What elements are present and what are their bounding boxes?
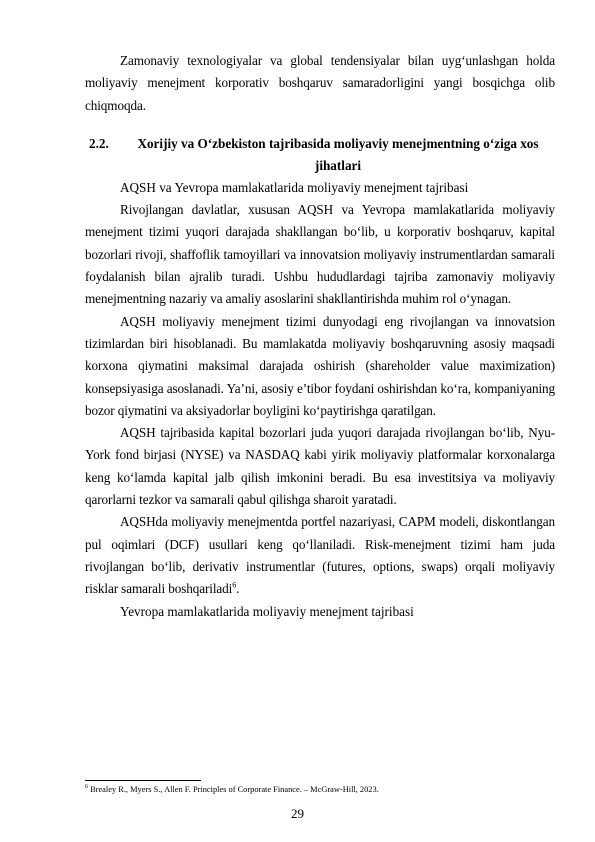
footnote	[85, 784, 555, 796]
footnote-reference: 6	[232, 580, 237, 590]
portfolio-paragraph: AQSHda moliyaviy menejmentda portfel nazariyasi, CAPM modeli, diskontlangan pul oqimlari (DCF) usullari keng qo‘llaniladi. Risk-menejment tizimi ham juda rivojlangan bo‘lib, derivativ instrumentlar (futures, options, swaps) orqali moliyaviy risklar samarali boshqariladi$^6$.	[85, 514, 555, 597]
intro-paragraph: Zamonaviy texnologiyalar va global tendensiyalar bilan uyg‘unlashgan holda moliyaviy menejment korporativ boshqaruv samaradorligini yangi bosqichga olib chiqmoqda.	[85, 53, 555, 113]
usa-system-paragraph: AQSH moliyaviy menejment tizimi dunyodagi eng rivojlangan va innovatsion tizimlardan biri hisoblanadi. Bu mamlakatda moliyaviy boshqaruvning asosiy maqsadi korxona qiymatini maksimal darajada oshirish (shareholder value maximization) konsepsiyasiga asoslanadi. Ya’ni, asosiy e’tibor foydani oshirishdan ko‘ra, kompaniyaning bozor qiymatini va aksiyadorlar boyligini ko‘paytirishga qaratilgan.	[85, 313, 555, 418]
portfolio-text: AQSHda moliyaviy menejmentda portfel nazariyasi, CAPM modeli, diskontlangan pul oqimlari (DCF) usullari keng qo‘llaniladi. Risk-menejment tizimi ham juda rivojlangan bo‘lib, derivativ instrumentlar (futures, options, swaps) orqali moliyaviy risklar samarali boshqariladi	[85, 514, 555, 597]
section-number: 2.2.	[89, 135, 109, 151]
footnote-marker: 6	[85, 784, 88, 791]
page-number: 29	[291, 806, 304, 821]
subheading-europe: Yevropa mamlakatlarida moliyaviy menejment tajribasi	[120, 603, 414, 619]
section-heading	[85, 133, 555, 177]
subheading-usa-europe: AQSH va Yevropa mamlakatlarida moliyaviy menejment tajribasi	[120, 179, 469, 195]
footnote-divider	[85, 780, 201, 781]
page-body	[85, 50, 555, 623]
developed-countries-paragraph: Rivojlangan davlatlar, xususan AQSH va Yevropa mamlakatlarida moliyaviy menejment tizimi yuqori darajada shakllangan bo‘lib, u korporativ boshqaruv, kapital bozorlari rivoji, shaffoflik tamoyillari va innovatsion moliyaviy instrumentlardan samarali foydalanish bilan ajralib turadi. Ushbu hududlardagi tajriba zamonaviy moliyaviy menejmentning nazariy va amaliy asoslarini shakllantirishda muhim rol o‘ynagan.	[85, 202, 555, 307]
capital-markets-paragraph: AQSH tajribasida kapital bozorlari juda yuqori darajada rivojlangan bo‘lib, Nyu-York fond birjasi (NYSE) va NASDAQ kabi yirik moliyaviy platformalar korxonalarga keng ko‘lamda kapital jalb qilish imkonini beradi. Bu esa investitsiya va moliyaviy qarorlarni tezkor va samarali qabul qilishga sharoit yaratadi.	[85, 425, 555, 508]
footnote-text: Brealey R., Myers S., Allen F. Principles of Corporate Finance. – McGraw-Hill, 2023.	[90, 785, 379, 794]
section-title: Xorijiy va O‘zbekiston tajribasida moliyaviy menejmentning o‘ziga xos jihatlari	[137, 135, 539, 173]
